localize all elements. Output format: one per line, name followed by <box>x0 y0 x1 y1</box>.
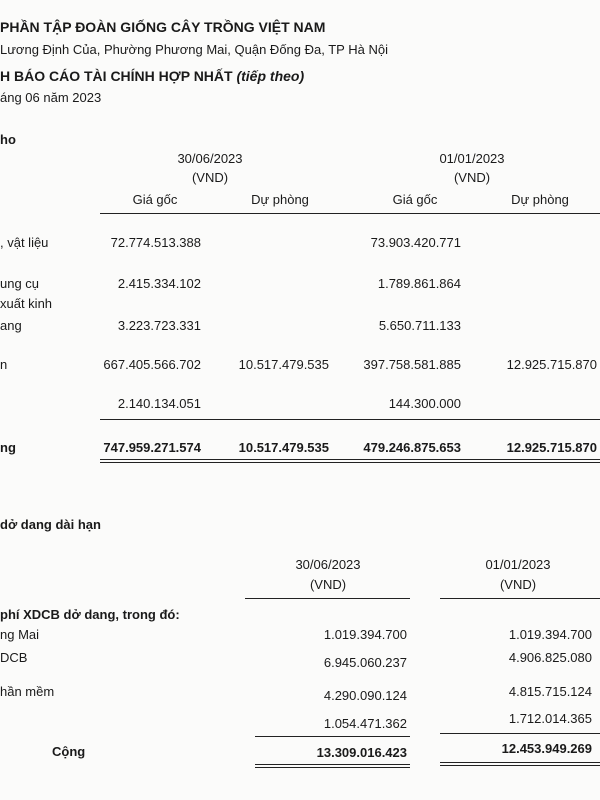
row-label: , vật liệu <box>0 235 49 250</box>
row-a-cost: 2.140.134.051 <box>117 396 201 411</box>
row-label-continued: xuất kinh <box>0 296 53 311</box>
row-a-cost: 3.223.723.331 <box>117 318 201 333</box>
row-b-prov: 12.925.715.870 <box>506 357 597 372</box>
row-label: ng Mai <box>0 627 40 642</box>
section2-title: dở dang dài hạn <box>0 517 101 532</box>
total-a-cost: 747.959.271.574 <box>103 440 201 455</box>
row-a-prov: 10.517.479.535 <box>238 357 329 372</box>
row-label: DCB <box>0 650 28 665</box>
total-a-value: 13.309.016.423 <box>316 745 407 760</box>
company-address: Lương Định Của, Phường Phương Mai, Quận Đống Đa, TP Hà Nội <box>0 42 388 57</box>
report-title-suffix: (tiếp theo) <box>236 68 305 84</box>
total-b-cost: 479.246.875.653 <box>363 440 461 455</box>
row-b-cost: 144.300.000 <box>388 396 461 411</box>
row-b-value: 4.815.715.124 <box>508 684 592 699</box>
total-label: ng <box>0 440 16 455</box>
report-title <box>0 68 304 84</box>
row-b-cost: 5.650.711.133 <box>378 318 461 333</box>
s1-col-b-unit: (VND) <box>453 170 491 185</box>
s1-subtotal-rule <box>100 419 600 420</box>
s2-col-b-unit: (VND) <box>499 577 537 592</box>
section1-title: ho <box>0 132 16 147</box>
s2-group-label: phí XDCB dở dang, trong đó: <box>0 607 180 622</box>
s2-col-a-date: 30/06/2023 <box>295 557 361 572</box>
s2-col-b-subtotal-rule <box>440 733 600 734</box>
row-b-cost: 1.789.861.864 <box>377 276 461 291</box>
report-period: áng 06 năm 2023 <box>0 90 102 105</box>
row-label: hần mềm <box>0 684 55 699</box>
total-a-prov: 10.517.479.535 <box>238 440 329 455</box>
row-b-value: 4.906.825.080 <box>508 650 592 665</box>
row-a-value: 1.019.394.700 <box>323 627 407 642</box>
s2-col-a-unit: (VND) <box>309 577 347 592</box>
report-title-main: H BÁO CÁO TÀI CHÍNH HỢP NHẤT <box>0 68 233 84</box>
row-a-value: 1.054.471.362 <box>323 716 407 731</box>
s1-subcol-b-prov: Dự phòng <box>511 192 569 207</box>
row-b-value: 1.019.394.700 <box>508 627 592 642</box>
s1-col-b-date: 01/01/2023 <box>439 151 505 166</box>
s1-col-a-unit: (VND) <box>191 170 229 185</box>
s1-subcol-a-prov: Dự phòng <box>251 192 309 207</box>
row-b-cost: 73.903.420.771 <box>370 235 461 250</box>
s2-col-b-total-double-rule <box>440 762 600 766</box>
s1-header-rule <box>100 213 600 214</box>
s2-col-b-rule <box>440 598 600 599</box>
row-a-cost: 667.405.566.702 <box>103 357 201 372</box>
s2-col-b-date: 01/01/2023 <box>485 557 551 572</box>
row-label: ang <box>0 318 22 333</box>
total-b-value: 12.453.949.269 <box>501 741 592 756</box>
total-label: Cộng <box>52 744 86 759</box>
s1-subcol-b-cost: Giá gốc <box>392 192 438 207</box>
row-a-value: 4.290.090.124 <box>323 688 407 703</box>
s2-col-a-subtotal-rule <box>255 736 410 737</box>
row-a-cost: 2.415.334.102 <box>117 276 201 291</box>
row-b-value: 1.712.014.365 <box>508 711 592 726</box>
total-b-prov: 12.925.715.870 <box>506 440 597 455</box>
row-a-value: 6.945.060.237 <box>323 655 407 670</box>
s1-col-a-date: 30/06/2023 <box>177 151 243 166</box>
row-label: ung cụ <box>0 276 40 291</box>
row-label: n <box>0 357 8 372</box>
s2-col-a-total-double-rule <box>255 764 410 768</box>
company-name: PHẦN TẬP ĐOÀN GIỐNG CÂY TRỒNG VIỆT NAM <box>0 19 326 35</box>
s1-subcol-a-cost: Giá gốc <box>132 192 178 207</box>
s1-total-double-rule <box>100 459 600 463</box>
row-b-cost: 397.758.581.885 <box>363 357 461 372</box>
s2-col-a-rule <box>245 598 410 599</box>
row-a-cost: 72.774.513.388 <box>110 235 201 250</box>
